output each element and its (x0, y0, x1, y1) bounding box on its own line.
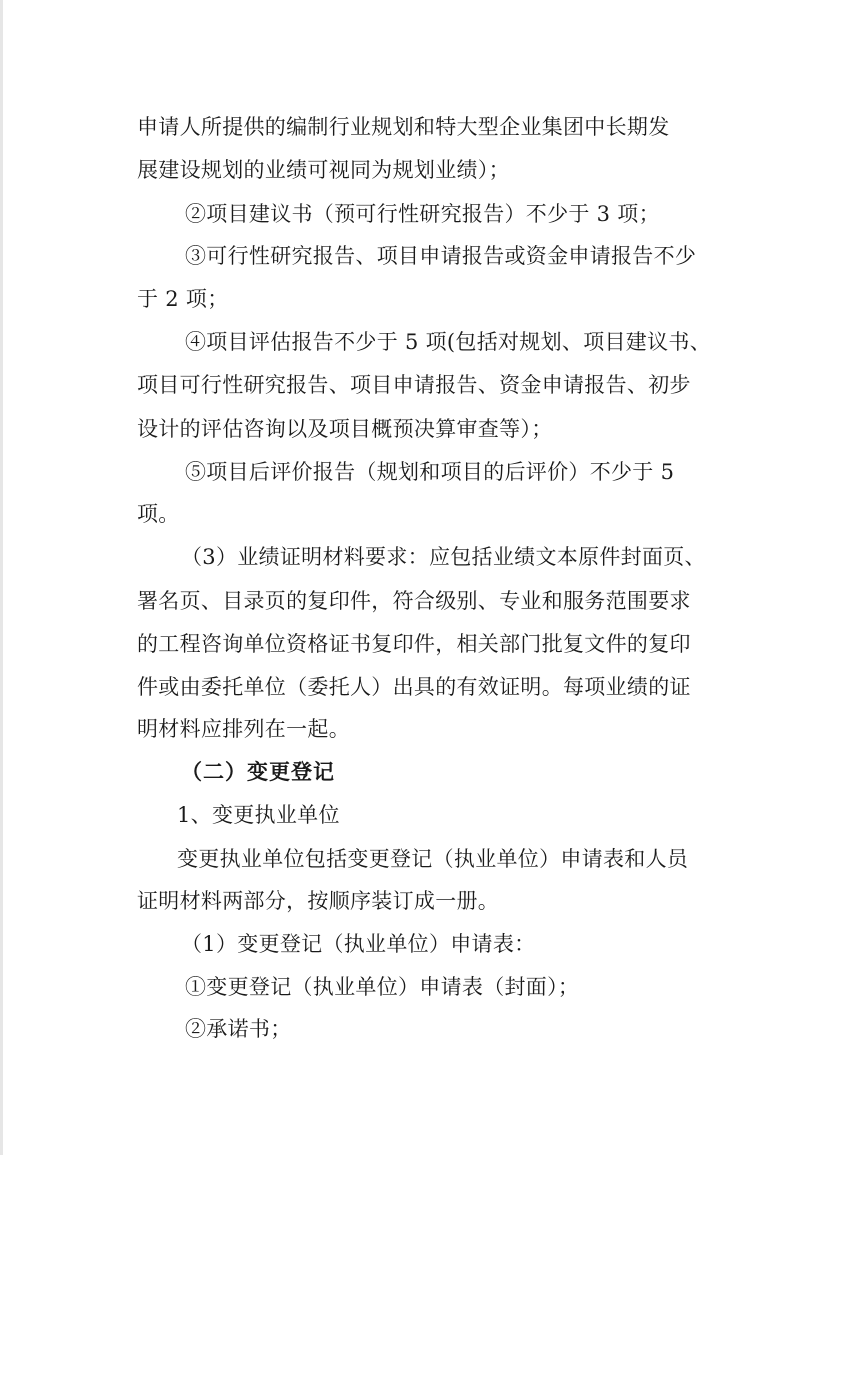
scan-edge (0, 0, 3, 1155)
list-item: ④项目评估报告不少于 5 项(包括对规划、项目建议书、 (185, 330, 712, 354)
text-line: 件或由委托单位（委托人）出具的有效证明。每项业绩的证 (137, 675, 691, 699)
list-item: ⑤项目后评价报告（规划和项目的后评价）不少于 5 (185, 460, 675, 484)
text-line: 展建设规划的业绩可视同为规划业绩）； (137, 158, 510, 182)
list-item: ③可行性研究报告、项目申请报告或资金申请报告不少 (185, 244, 697, 268)
text-line: 项目可行性研究报告、项目申请报告、资金申请报告、初步 (137, 373, 691, 397)
list-item: ②项目建议书（预可行性研究报告）不少于 3 项； (185, 202, 660, 226)
text-line: 的工程咨询单位资格证书复印件，相关部门批复文件的复印 (137, 632, 691, 656)
text-line: 明材料应排列在一起。 (137, 717, 350, 741)
list-heading: （1）变更登记（执业单位）申请表： (181, 932, 536, 956)
paragraph-line: 变更执业单位包括变更登记（执业单位）申请表和人员 (177, 847, 689, 871)
section-heading: （二）变更登记 (181, 759, 335, 784)
text-line: 申请人所提供的编制行业规划和特大型企业集团中长期发 (137, 115, 670, 139)
text-line: 设计的评估咨询以及项目概预决算审查等）； (137, 417, 553, 441)
list-item: ①变更登记（执业单位）申请表（封面）； (185, 975, 580, 999)
text-line: 项。 (137, 502, 180, 526)
text-line: 署名页、目录页的复印件，符合级别、专业和服务范围要求 (137, 589, 691, 613)
text-line: 于 2 项； (137, 287, 229, 311)
paragraph-line: （3）业绩证明材料要求：应包括业绩文本原件封面页、 (181, 545, 706, 569)
subsection-heading: 1、变更执业单位 (177, 803, 340, 827)
text-line: 证明材料两部分，按顺序装订成一册。 (137, 889, 500, 913)
list-item: ②承诺书； (185, 1017, 292, 1041)
